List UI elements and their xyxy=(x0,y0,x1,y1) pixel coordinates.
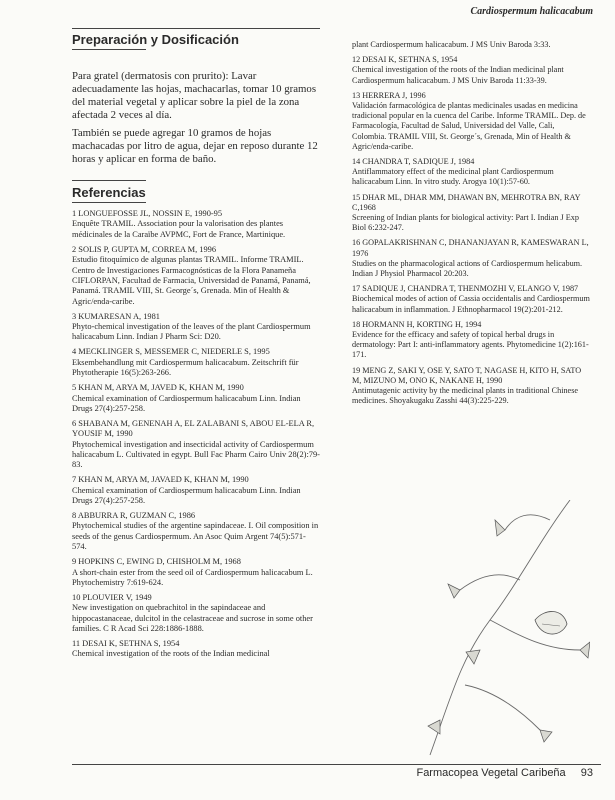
preparation-section xyxy=(72,70,320,166)
reference-authors: 16 GOPALAKRISHNAN C, DHANANJAYAN R, KAMESWARAN L, 1976 xyxy=(352,238,589,258)
reference-item xyxy=(72,312,320,343)
reference-authors: 5 KHAN M, ARYA M, JAVED K, KHAN M, 1990 xyxy=(72,383,244,393)
running-head: Cardiospermum halicacabum xyxy=(470,6,593,17)
preparation-title-rule xyxy=(72,49,146,50)
page-number: 93 xyxy=(580,767,593,779)
reference-item xyxy=(72,639,320,660)
book-title: Farmacopea Vegetal Caribeña xyxy=(416,767,566,779)
reference-citation: Estudio fitoquímico de algunas plantas TRAMIL. Informe TRAMIL. Centro de Investigaciones Farmacognósticas de la Flora Panameña CIFLORPAN, Facultad de Farmacia, Universidad de Panamá, Panamá, Panamá. TRAMIL VIII, St. George´s, Grenada. Min of Health & Agric/enda-caribe. xyxy=(72,255,311,306)
reference-authors: 7 KHAN M, ARYA M, JAVAED K, KHAN M, 1990 xyxy=(72,475,249,485)
reference-authors: 15 DHAR ML, DHAR MM, DHAWAN BN, MEHROTRA BN, RAY C,1968 xyxy=(352,192,581,212)
reference-authors: 12 DESAI K, SETHNA S, 1954 xyxy=(352,55,458,65)
footer xyxy=(416,767,593,779)
reference-authors: 9 HOPKINS C, EWING D, CHISHOLM M, 1968 xyxy=(72,557,241,567)
reference-item xyxy=(352,320,590,361)
reference-citation: Eksembehandlung mit Cardiospermum halicacabum. Zeitschrift für Phytotherapie 16(5):263-266. xyxy=(72,357,299,378)
reference-authors: 2 SOLIS P, GUPTA M, CORREA M, 1996 xyxy=(72,244,217,254)
reference-citation: Phytochemical studies of the argentine sapindaceae. I. Oil composition in seeds of the genus Cardiospermum. An Asoc Quim Argent 74(5):571-574. xyxy=(72,521,319,552)
reference-authors: 18 HORMANN H, KORTING H, 1994 xyxy=(352,319,482,329)
reference-citation: Phyto-chemical investigation of the leaves of the plant Cardiospermum halicacabum Linn. Indian J Pharm Sci: D20. xyxy=(72,322,311,342)
reference-citation: New investigation on quebrachitol in the sapindaceae and hippocastanaceae, dulcitol in the celastraceae and sucrose in some other families. C R Acad Sci 228:1886-1888. xyxy=(72,603,313,634)
reference-authors: 19 MENG Z, SAKI Y, OSE Y, SATO T, NAGASE H, KITO H, SATO M, MIZUNO M, ONO K, NAKANE H, 1990 xyxy=(352,365,582,385)
preparation-paragraph: También se puede agregar 10 gramos de hojas machacadas por litro de agua, dejar en reposo durante 12 horas y aplicar en forma de baño. xyxy=(72,127,318,165)
footer-rule xyxy=(72,764,601,765)
reference-citation: Chemical examination of Cardiospermum halicacabum Linn. Indian Drugs 27(4):257-258. xyxy=(72,393,301,413)
reference-authors: 10 PLOUVIER V, 1949 xyxy=(72,592,152,602)
preparation-paragraph: Para gratel (dermatosis con prurito): Lavar adecuadamente las hojas, machacarlas, tomar 10 gramos del material vegetal y aplicar sobre la piel de la zona afectada 2 veces al día. xyxy=(72,70,317,121)
reference-citation: Enquête TRAMIL. Association pour la valorisation des plantes médicinales de la Caraïbe AVPMC, Fort de France, Martinique. xyxy=(72,219,286,239)
references-section xyxy=(72,180,320,660)
reference-citation: Screening of Indian plants for biological activity: Part I. Indian J Exp Biol 6:232-247. xyxy=(352,213,579,233)
reference-item xyxy=(352,193,590,234)
reference-item xyxy=(72,347,320,378)
references-title-rule xyxy=(72,180,146,181)
reference-item xyxy=(352,366,590,407)
top-rule xyxy=(72,28,320,29)
references-list-left xyxy=(72,209,320,660)
reference-citation: Studies on the pharmacological actions of Cardiospermum helicabum. Indian J Physiol Pharmacol 20:203. xyxy=(352,258,583,279)
reference-authors: 1 LONGUEFOSSE JL, NOSSIN E, 1990-95 xyxy=(72,209,223,218)
reference-item xyxy=(72,511,320,553)
reference-authors: 4 MECKLINGER S, MESSEMER C, NIEDERLE S, 1995 xyxy=(72,347,270,357)
reference-item xyxy=(352,157,590,188)
reference-authors: 3 KUMARESAN A, 1981 xyxy=(72,311,160,321)
reference-authors: 6 SHABANA M, GENENAH A, EL ZALABANI S, ABOU EL-ELA R, YOUSIF M, 1990 xyxy=(72,418,315,439)
reference-authors: 8 ABBURRA R, GUZMAN C, 1986 xyxy=(72,511,196,521)
reference-continuation: plant Cardiospermum halicacabum. J MS Univ Baroda 3:33. xyxy=(352,40,551,49)
reference-item xyxy=(72,593,320,635)
plant-illustration-icon xyxy=(420,500,590,760)
reference-item xyxy=(72,419,320,471)
reference-citation: Chemical investigation of the roots of the Indian medicinal plant Cardiospermum halicacabum. J MS Univ Baroda 11:33-39. xyxy=(352,65,564,85)
preparation-title: Preparación y Dosificación xyxy=(72,32,239,47)
reference-item xyxy=(352,55,590,86)
reference-item xyxy=(72,557,320,588)
reference-item xyxy=(72,475,320,506)
reference-item xyxy=(352,284,590,315)
reference-authors: 17 SADIQUE J, CHANDRA T, THENMOZHI V, ELANGO V, 1987 xyxy=(352,284,579,294)
reference-citation: A short-chain ester from the seed oil of Cardiospermum halicacabum L. Phytochemistry 7:619-624. xyxy=(72,567,313,587)
reference-citation: Chemical examination of Cardiospermum halicacabum Linn. Indian Drugs 27(4):257-258. xyxy=(72,485,301,506)
right-column xyxy=(352,40,590,412)
reference-citation: Evidence for the efficacy and safety of topical herbal drugs in dermatology: Part I: anti-inflammatory agents. Phytomedicine 1(2):161-171. xyxy=(352,330,589,360)
reference-authors: 11 DESAI K, SETHNA S, 1954 xyxy=(72,639,180,649)
reference-authors: 14 CHANDRA T, SADIQUE J, 1984 xyxy=(352,157,475,167)
reference-item xyxy=(72,245,320,307)
reference-item xyxy=(72,209,320,240)
references-title-underline xyxy=(72,202,146,203)
reference-citation: Antimutagenic activity by the medicinal plants in traditional Chinese medicines. Shoyakugaku Zasshi 44(3):225-229. xyxy=(352,386,579,406)
reference-citation: Phytochemical investigation and insecticidal activity of Cardiospermum halicacabum L. Cultivated in egypt. Bull Fac Pharm Cairo Univ 28(2):79-83. xyxy=(72,439,320,470)
reference-item xyxy=(352,238,590,279)
reference-citation: Chemical investigation of the roots of the Indian medicinal xyxy=(72,649,270,659)
reference-item xyxy=(352,91,590,152)
reference-citation: Biochemical modes of action of Cassia occidentalis and Cardiospermum halicacabum in inflammation. J Ethnopharmacol 19(2):201-212. xyxy=(352,294,590,314)
reference-authors: 13 HERRERA J, 1996 xyxy=(352,90,426,100)
references-list-right xyxy=(352,55,590,406)
reference-citation: Antiflammatory effect of the medicinal plant Cardiospermum halicacabum Linn. In vitro study. Arogya 10(1):57-60. xyxy=(352,167,554,187)
reference-item xyxy=(72,383,320,414)
references-title: Referencias xyxy=(72,185,146,200)
reference-citation: Validación farmacológica de plantas medicinales usadas en medicina tradicional popular en la cuenca del Caribe. Informe TRAMIL. Dep. de Farmacología, Facultad de Salud, Universidad del Valle, Cali, Colombia. TRAMIL VIII, St. George´s, Grenada, Min of Health & Agric/enda-caribe. xyxy=(352,101,586,151)
left-column xyxy=(72,28,320,664)
